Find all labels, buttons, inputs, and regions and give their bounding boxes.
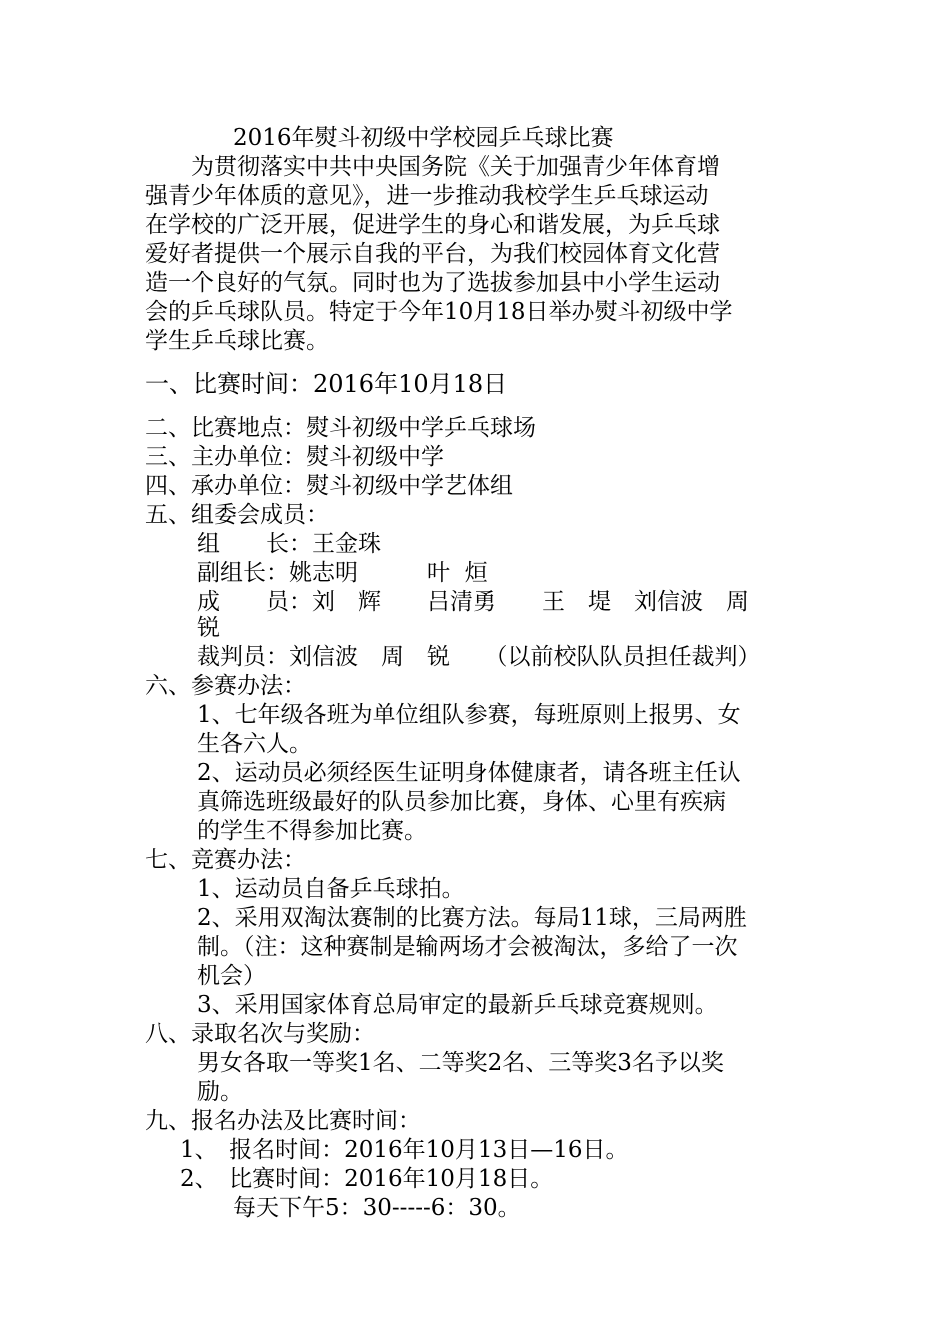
section-organizer: 四、承办单位：熨斗初级中学艺体组 [145,473,513,499]
registration-daily-time: 每天下午5：30-----6：30。 [233,1195,521,1221]
document-title: 2016年熨斗初级中学校园乒乓球比赛 [233,125,614,151]
rules-item-cont: 机会） [197,963,266,989]
intro-line: 学生乒乓球比赛。 [145,328,329,354]
section-awards-heading: 八、录取名次与奖励： [145,1021,375,1047]
section-venue: 二、比赛地点：熨斗初级中学乒乓球场 [145,415,536,441]
section-entry-heading: 六、参赛办法： [145,673,306,699]
section-committee-heading: 五、组委会成员： [145,502,329,528]
entry-item: 2、运动员必须经医生证明身体健康者，请各班主任认 [197,760,741,786]
intro-line: 爱好者提供一个展示自我的平台，为我们校园体育文化营 [145,241,720,267]
intro-line: 在学校的广泛开展，促进学生的身心和谐发展，为乒乓球 [145,212,720,238]
committee-referees: 裁判员：刘信波 周 锐 （以前校队队员担任裁判） [197,644,761,670]
rules-item-cont: 制。（注：这种赛制是输两场才会被淘汰，多给了一次 [197,934,738,960]
entry-item: 1、七年级各班为单位组队参赛，每班原则上报男、女 [197,702,741,728]
awards-text-cont: 励。 [197,1079,243,1105]
rules-item: 2、采用双淘汰赛制的比赛方法。每局11球，三局两胜 [197,905,747,931]
intro-line: 造一个良好的气氛。同时也为了选拔参加县中小学生运动 [145,270,720,296]
entry-item-cont: 生各六人。 [197,731,312,757]
rules-item: 3、采用国家体育总局审定的最新乒乓球竞赛规则。 [197,992,718,1018]
section-registration-heading: 九、报名办法及比赛时间： [145,1108,421,1134]
registration-item: 2、 比赛时间：2016年10月18日。 [180,1166,554,1192]
committee-deputy: 副组长：姚志明 叶 烜 [197,560,488,586]
committee-members-cont: 锐 [197,615,220,641]
committee-leader: 组 长：王金珠 [197,531,381,557]
intro-line: 为贯彻落实中共中央国务院《关于加强青少年体育增 [145,154,720,180]
intro-line: 强青少年体质的意见》，进一步推动我校学生乒乓球运动 [145,183,709,209]
awards-text: 男女各取一等奖1名、二等奖2名、三等奖3名予以奖 [197,1050,724,1076]
rules-item: 1、运动员自备乒乓球拍。 [197,876,465,902]
intro-line: 会的乒乓球队员。特定于今年10月18日举办熨斗初级中学 [145,299,733,325]
entry-item-cont: 的学生不得参加比赛。 [197,818,427,844]
entry-item-cont: 真筛选班级最好的队员参加比赛，身体、心里有疾病 [197,789,726,815]
section-competition-time: 一、比赛时间：2016年10月18日 [145,370,508,398]
section-host: 三、主办单位：熨斗初级中学 [145,444,444,470]
committee-members: 成 员：刘 辉 吕清勇 王 堤 刘信波 周 [197,589,749,615]
registration-item: 1、 报名时间：2016年10月13日—16日。 [180,1137,629,1163]
section-rules-heading: 七、竞赛办法： [145,847,306,873]
